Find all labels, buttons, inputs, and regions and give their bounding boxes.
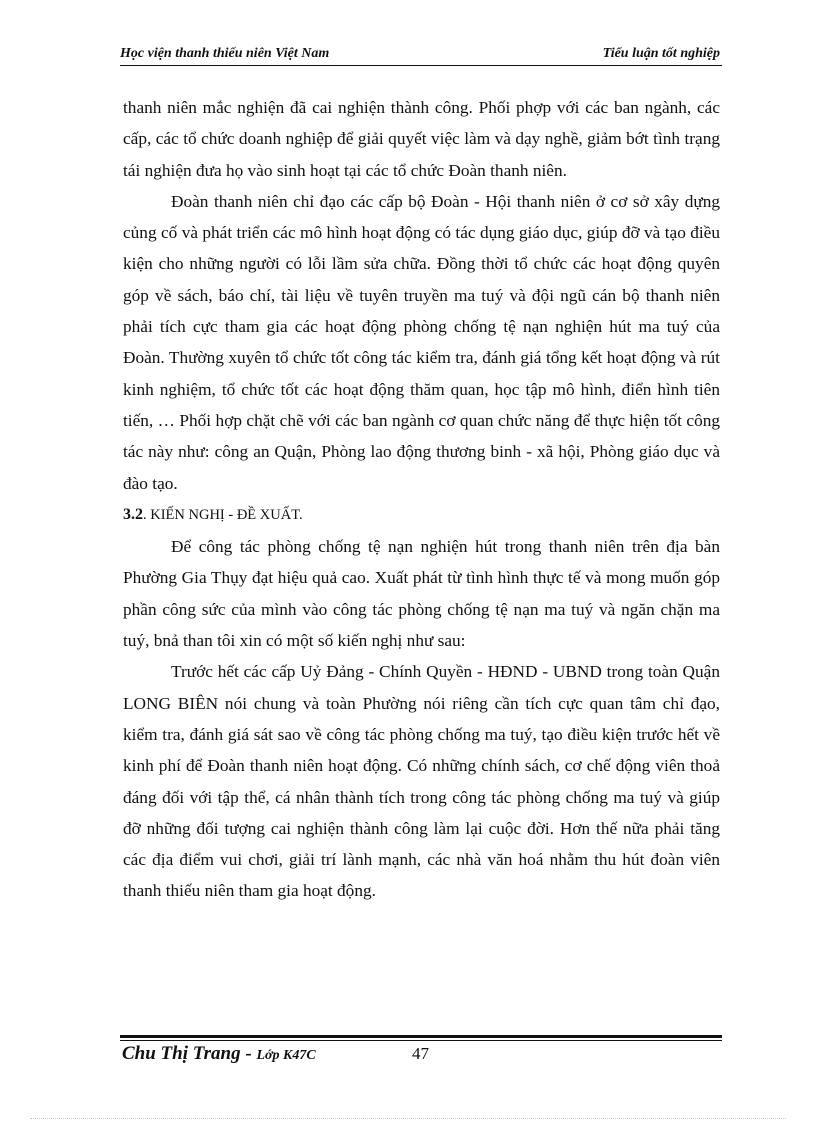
body-text	[123, 92, 720, 907]
section-number: 3.2	[123, 505, 143, 523]
page-header	[120, 46, 720, 66]
page-footer	[122, 1043, 722, 1067]
page-number: 47	[412, 1044, 429, 1063]
paragraph-1: thanh niên mắc nghiện đã cai nghiện thành công. Phối phợp với các ban ngành, các cấp, các tổ chức doanh nghiệp để giải quyết việc làm và dạy nghề, giảm bớt tình trạng tái nghiện đưa họ vào sinh hoạt tại các tổ chức Đoàn thanh niên.	[123, 98, 720, 180]
section-title: . KIẾN NGHỊ - ĐỀ XUẤT.	[143, 506, 303, 523]
paragraph-4: Trước hết các cấp Uỷ Đảng - Chính Quyền - HĐND - UBND trong toàn Quận LONG BIÊN nói chung và toàn Phường nói riêng cần tích cực quan tâm chỉ đạo, kiểm tra, đánh giá sát sao về công tác phòng chống ma tuý, tạo điều kiện trước hết về kinh phí để Đoàn thanh niên hoạt động. Có những chính sách, cơ chế động viên thoả đáng đối với tập thể, cá nhân thành tích trong công tác phòng chống ma tuý và giúp đỡ những đối tượng cai nghiện thành công làm lại cuộc đời. Hơn thế nữa phải tăng các địa điểm vui chơi, giải trí lành mạnh, các nhà văn hoá nhằm thu hút đoàn viên thanh thiếu niên tham gia hoạt động.	[123, 662, 720, 901]
page-bottom-border	[30, 1118, 786, 1119]
header-institution: Học viện thanh thiếu niên Việt Nam	[120, 46, 330, 61]
paragraph-2: Đoàn thanh niên chỉ đạo các cấp bộ Đoàn - Hội thanh niên ở cơ sở xây dựng củng cố và phát triển các mô hình hoạt động có tác dụng giáo dục, giúp đỡ và tạo điều kiện cho những người có lỗi lầm sửa chữa. Đồng thời tổ chức các hoạt động quyên góp về sách, báo chí, tài liệu về tuyên truyền ma tuý và đội ngũ cán bộ thanh niên phải tích cực tham gia các hoạt động phòng chống tệ nạn nghiện hút ma tuý của Đoàn. Thường xuyên tổ chức tốt công tác kiểm tra, đánh giá tổng kết hoạt động và rút kinh nghiệm, tổ chức tốt các hoạt động thăm quan, học tập mô hình, điển hình tiên tiến, … Phối hợp chặt chẽ với các ban ngành cơ quan chức năng để thực hiện tốt công tác này như: công an Quận, Phòng lao động thương binh - xã hội, Phòng giáo dục và đào tạo.	[123, 191, 720, 493]
paragraph-3: Để công tác phòng chống tệ nạn nghiện hút trong thanh niên trên địa bàn Phường Gia Thụy đạt hiệu quả cao. Xuất phát từ tình hình thực tế và mong muốn góp phần công sức của mình vào công tác phòng chống tệ nạn ma tuý và ngăn chặn ma tuý, bnả than tôi xin có một số kiến nghị như sau:	[123, 537, 720, 651]
footer-rule-thin	[120, 1040, 722, 1041]
header-rule	[120, 65, 722, 66]
footer-author: Chu Thị Trang -	[122, 1043, 257, 1064]
footer-class: Lớp K47C	[256, 1048, 316, 1063]
header-document-type: Tiểu luận tốt nghiệp	[602, 46, 720, 61]
section-heading	[123, 499, 720, 531]
footer-rule-thick	[120, 1035, 722, 1038]
footer-rule	[120, 1035, 722, 1041]
